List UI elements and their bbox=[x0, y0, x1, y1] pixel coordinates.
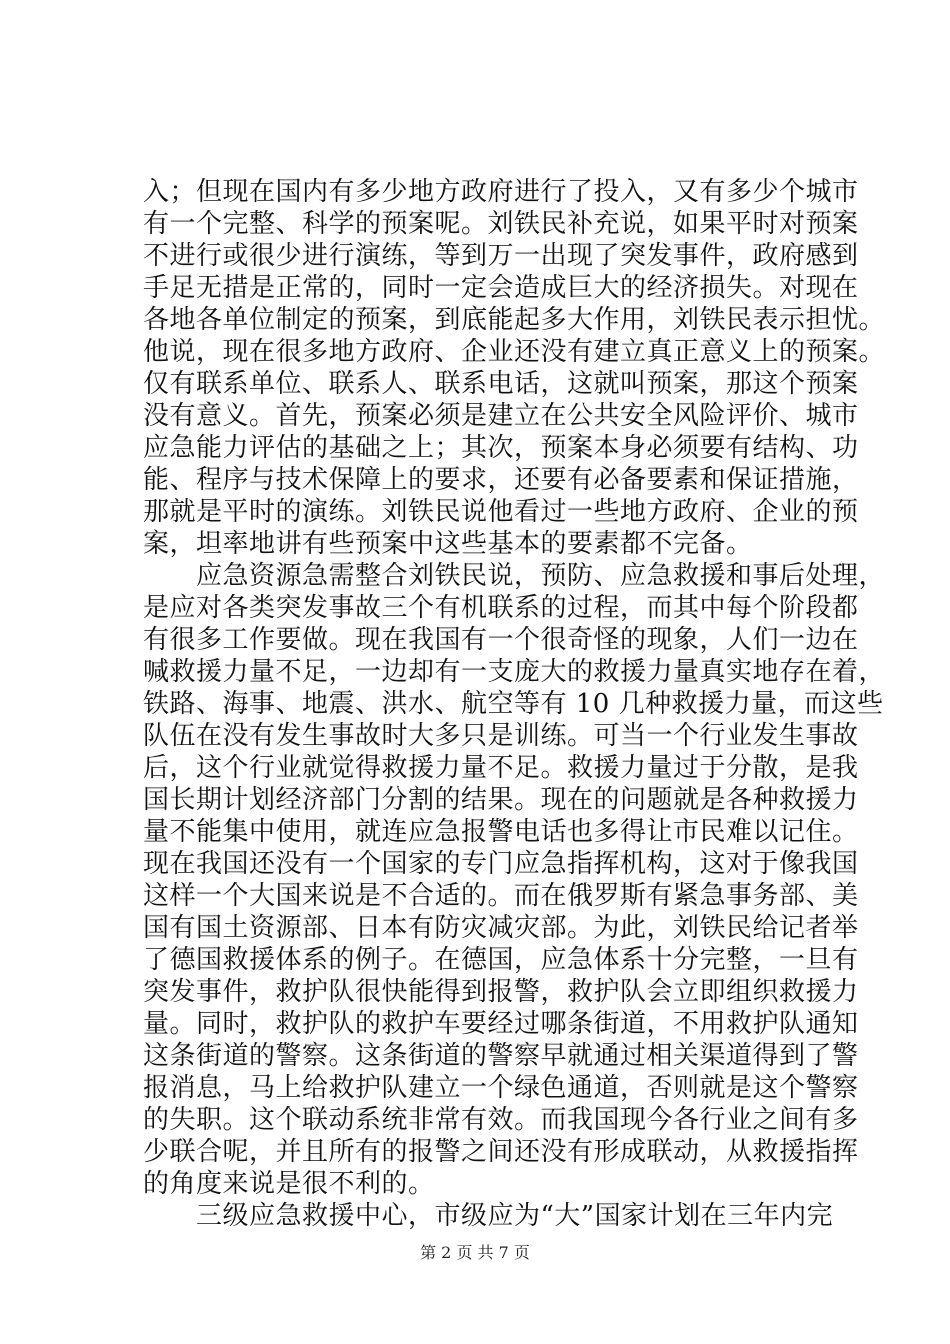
text-line: 后，这个行业就觉得救援力量不足。救援力量过于分散，是我 bbox=[143, 753, 859, 783]
text-line: 了德国救援体系的例子。在德国，应急体系十分完整，一旦有 bbox=[143, 945, 859, 975]
text-line: 喊救援力量不足，一边却有一支庞大的救援力量真实地存在着， bbox=[143, 657, 886, 687]
text-line: 有很多工作要做。现在我国有一个很奇怪的现象，人们一边在 bbox=[143, 625, 859, 655]
text-line: 的失职。这个联动系统非常有效。而我国现今各行业之间有多 bbox=[143, 1105, 859, 1135]
text-line: 手足无措是正常的，同时一定会造成巨大的经济损失。对现在 bbox=[143, 273, 859, 303]
text-line: 是应对各类突发事故三个有机联系的过程，而其中每个阶段都 bbox=[143, 593, 859, 623]
text-line: 量不能集中使用，就连应急报警电话也多得让市民难以记住。 bbox=[143, 817, 859, 847]
text-line: 突发事件，救护队很快能得到报警，救护队会立即组织救援力 bbox=[143, 977, 859, 1007]
text-line: 国有国土资源部、日本有防灾减灾部。为此，刘铁民给记者举 bbox=[143, 913, 859, 943]
text-line: 能、程序与技术保障上的要求，还要有必备要素和保证措施， bbox=[143, 465, 859, 495]
text-line: 仅有联系单位、联系人、联系电话，这就叫预案，那这个预案 bbox=[143, 369, 859, 399]
text-line: 那就是平时的演练。刘铁民说他看过一些地方政府、企业的预 bbox=[143, 497, 859, 527]
text-line: 的角度来说是很不利的。 bbox=[143, 1169, 435, 1199]
text-line: 这条街道的警察。这条街道的警察早就通过相关渠道得到了警 bbox=[143, 1041, 859, 1071]
text-line: 三级应急救援中心，市级应为“大”国家计划在三年内完 bbox=[143, 1201, 834, 1231]
text-line: 应急能力评估的基础之上；其次，预案本身必须要有结构、功 bbox=[143, 433, 859, 463]
text-line: 他说，现在很多地方政府、企业还没有建立真正意义上的预案。 bbox=[143, 337, 886, 367]
body-text bbox=[143, 176, 886, 1232]
text-line: 量。同时，救护队的救护车要经过哪条街道，不用救护队通知 bbox=[143, 1009, 859, 1039]
text-line: 铁路、海事、地震、洪水、航空等有 10 几种救援力量，而这些 bbox=[143, 689, 884, 719]
text-line: 案，坦率地讲有些预案中这些基本的要素都不完备。 bbox=[143, 529, 753, 559]
text-line: 队伍在没有发生事故时大多只是训练。可当一个行业发生事故 bbox=[143, 721, 859, 751]
page-number-label: 第 2 页 共 7 页 bbox=[420, 1243, 530, 1262]
text-line: 有一个完整、科学的预案呢。刘铁民补充说，如果平时对预案 bbox=[143, 209, 859, 239]
text-line: 没有意义。首先，预案必须是建立在公共安全风险评价、城市 bbox=[143, 401, 859, 431]
text-line: 不进行或很少进行演练，等到万一出现了突发事件，政府感到 bbox=[143, 241, 859, 271]
page-footer bbox=[0, 1243, 950, 1263]
text-line: 少联合呢，并且所有的报警之间还没有形成联动，从救援指挥 bbox=[143, 1137, 859, 1167]
text-line: 入；但现在国内有多少地方政府进行了投入，又有多少个城市 bbox=[143, 177, 859, 207]
text-line: 各地各单位制定的预案，到底能起多大作用，刘铁民表示担忧。 bbox=[143, 305, 886, 335]
text-line: 国长期计划经济部门分割的结果。现在的问题就是各种救援力 bbox=[143, 785, 859, 815]
text-line: 应急资源急需整合刘铁民说，预防、应急救援和事后处理， bbox=[143, 561, 886, 591]
text-line: 现在我国还没有一个国家的专门应急指挥机构，这对于像我国 bbox=[143, 849, 859, 879]
text-line: 报消息，马上给救护队建立一个绿色通道，否则就是这个警察 bbox=[143, 1073, 859, 1103]
text-line: 这样一个大国来说是不合适的。而在俄罗斯有紧急事务部、美 bbox=[143, 881, 859, 911]
